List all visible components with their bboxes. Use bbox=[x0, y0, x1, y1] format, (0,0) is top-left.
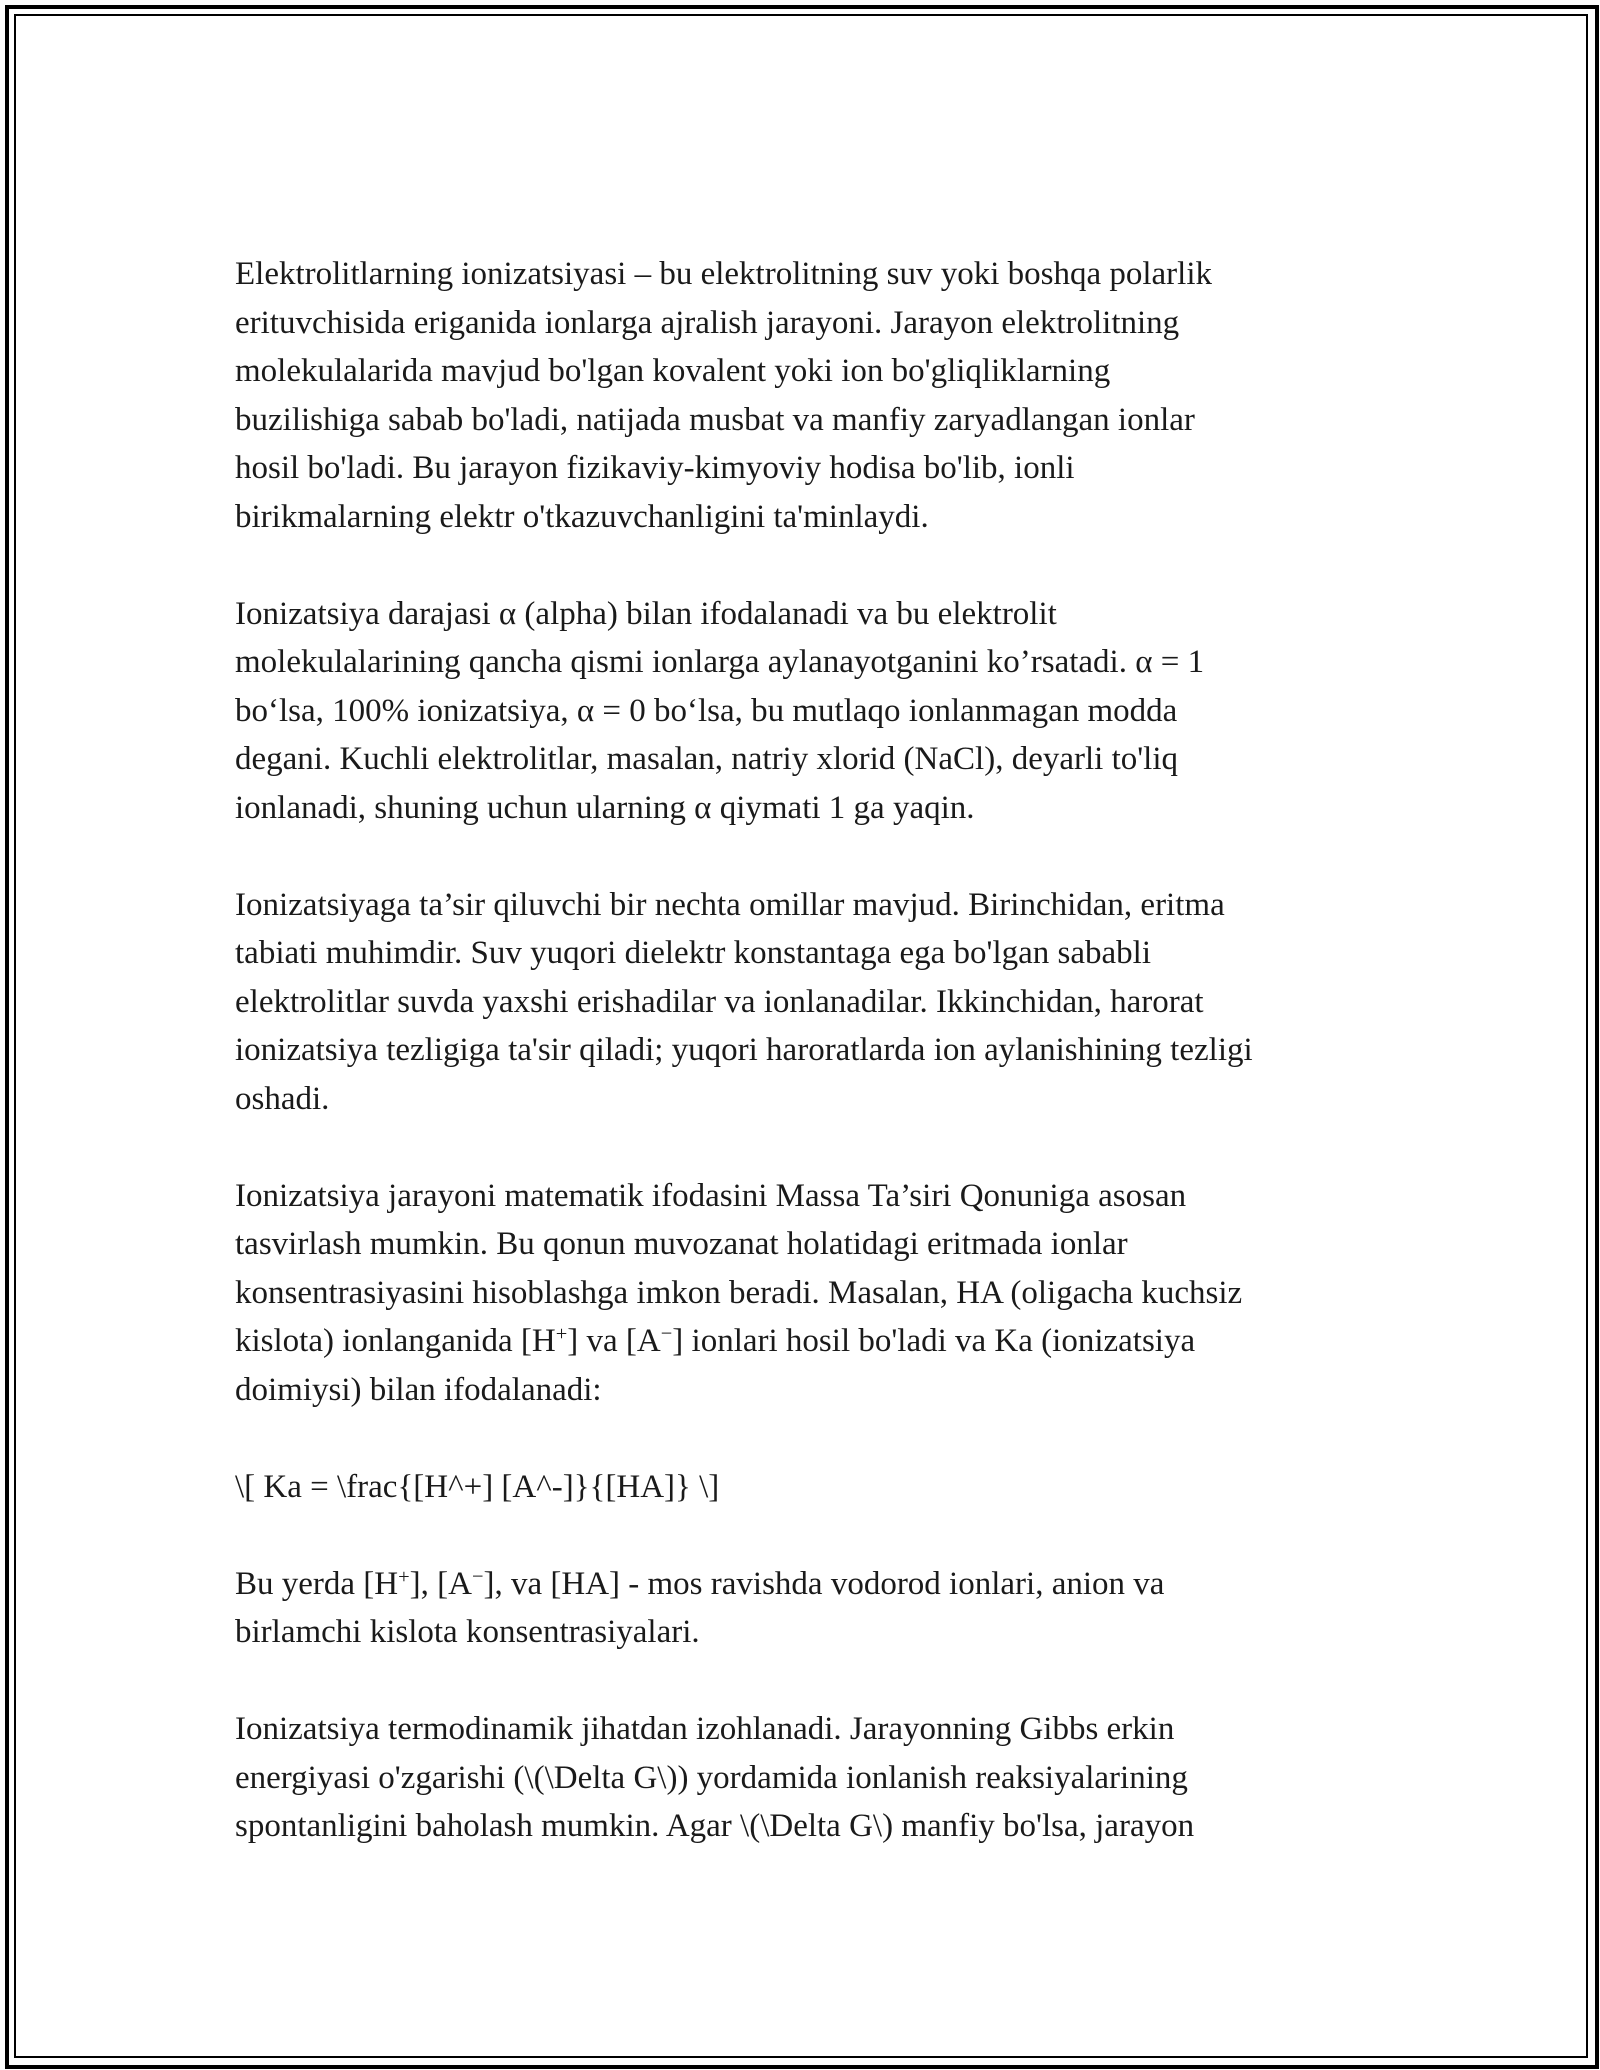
document-body bbox=[235, 250, 1375, 1851]
paragraph-thermodynamics: Ionizatsiya termodinamik jihatdan izohlanadi. Jarayonning Gibbs erkin energiyasi o'zgarishi (\(\Delta G\)) yordamida ionlanish reaksiyalarining spontanligini baholash mumkin. Agar \(\Delta G\) manfiy bo'lsa, jarayon bbox=[235, 1711, 1195, 1844]
paragraph-ionization-degree: Ionizatsiya darajasi α (alpha) bilan ifodalanadi va bu elektrolit molekulalarining qancha qismi ionlarga aylanayotganini ko’rsatadi. α = 1 bo‘lsa, 100% ionizatsiya, α = 0 bo‘lsa, bu mutlaqo ionlanmagan modda degani. Kuchli elektrolitlar, masalan, natriy xlorid (NaCl), deyarli to'liq ionlanadi, shuning uchun ularning α qiymati 1 ga yaqin. bbox=[235, 595, 1205, 826]
p4-text-2: ] va [A bbox=[567, 1323, 661, 1359]
p6-text-1: Bu yerda [H bbox=[235, 1565, 399, 1602]
paragraph-formula-explanation bbox=[235, 1560, 1375, 1657]
formula-ka: \[ Ka = \frac{[H^+] [A^-]}{[HA]} \] bbox=[235, 1468, 720, 1505]
p6-text-3: ], va [HA] - mos ravishda vodorod ionlari, anion va birlamchi kislota konsentrasiyalari. bbox=[235, 1565, 1165, 1650]
p6-text-2: ], [A bbox=[409, 1565, 472, 1602]
p4-sup-plus: + bbox=[555, 1322, 568, 1345]
p6-sup-minus: − bbox=[471, 1565, 484, 1588]
p4-sup-minus: − bbox=[660, 1322, 673, 1345]
p4-text-1: Ionizatsiya jarayoni matematik ifodasini Massa Ta’siri Qonuniga asosan tasvirlash mumkin. Bu qonun muvozanat holatidagi eritmada ionlar konsentrasiyasini hisoblashga imkon beradi. Masalan, HA (oligacha kuchsiz kislota) ionlanganida [H bbox=[235, 1177, 1243, 1359]
paragraph-mass-action-law bbox=[235, 1172, 1375, 1415]
p6-sup-plus: + bbox=[398, 1565, 410, 1588]
p4-text-3: ] ionlari hosil bo'ladi va Ka (ionizatsiya doimiysi) bilan ifodalanadi: bbox=[235, 1323, 1196, 1408]
paragraph-ionization-factors: Ionizatsiyaga ta’sir qiluvchi bir nechta omillar mavjud. Birinchidan, eritma tabiati muhimdir. Suv yuqori dielektr konstantaga ega bo'lgan sababli elektrolitlar suvda yaxshi erishadilar va ionlanadilar. Ikkinchidan, harorat ionizatsiya tezligiga ta'sir qiladi; yuqori haroratlarda ion aylanishining tezligi oshadi. bbox=[235, 886, 1253, 1117]
paragraph-ionization-definition: Elektrolitlarning ionizatsiyasi – bu elektrolitning suv yoki boshqa polarlik erituvchisida eriganida ionlarga ajralish jarayoni. Jarayon elektrolitning molekulalarida mavjud bo'lgan kovalent yoki ion bo'gliqliklarning buzilishiga sabab bo'ladi, natijada musbat va manfiy zaryadlangan ionlar hosil bo'ladi. Bu jarayon fizikaviy-kimyoviy hodisa bo'lib, ionli birikmalarning elektr o'tkazuvchanligini ta'minlaydi. bbox=[235, 256, 1213, 535]
